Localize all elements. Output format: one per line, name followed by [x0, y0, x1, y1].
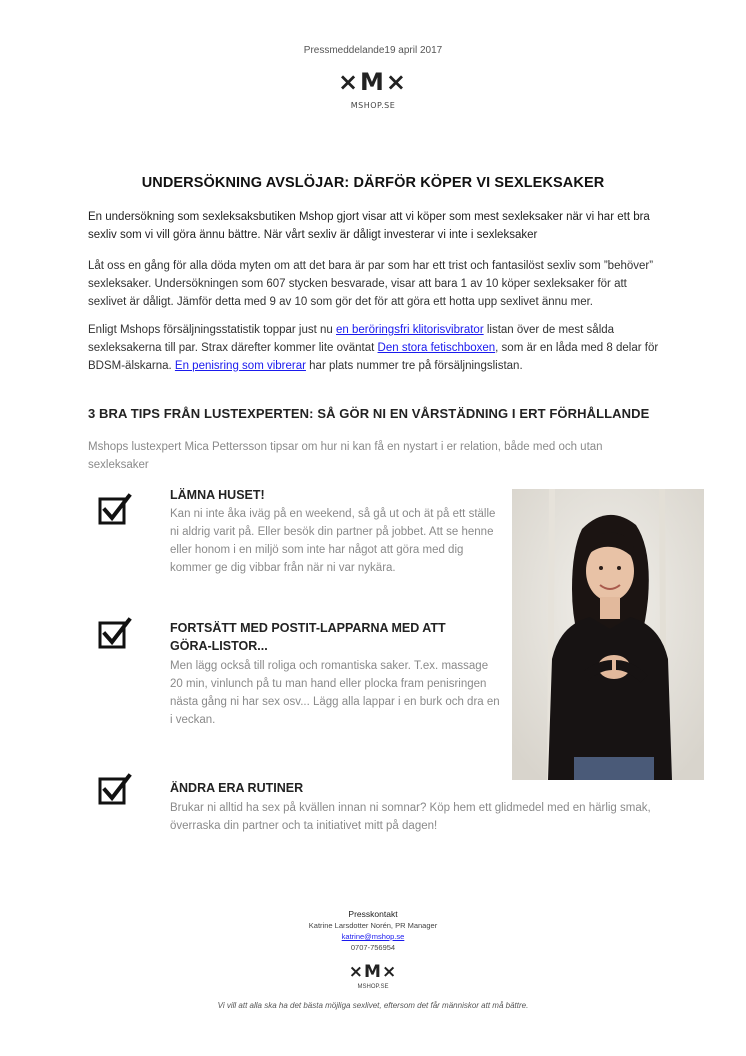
tip-2-text: Men lägg också till roliga och romantiska saker. T.ex. massage 20 min, vinlunch på tu man hand eller plocka fram penisringen nästa gång ni har sex osv... Lägg alla lappar i en burk och dra en i veckan. — [170, 660, 500, 726]
checkbox-checked-icon — [98, 617, 132, 651]
mshop-logo: ×M× — [337, 68, 409, 96]
tip-1-title: LÄMNA HUSET! — [170, 488, 265, 502]
link-vibrating-penis-ring[interactable]: En penisring som vibrerar — [174, 360, 306, 372]
footer-logo: ×M× — [348, 962, 398, 982]
tip-3-title: ÄNDRA ERA RUTINER — [170, 781, 304, 795]
link-fetish-box[interactable]: Den stora fetischboxen — [377, 342, 496, 354]
paragraph-text: har plats nummer tre på försäljningslistan. — [305, 360, 523, 372]
press-contact-email-link[interactable]: katrine@mshop.se — [341, 932, 405, 941]
press-contact-label: Presskontakt — [348, 909, 398, 919]
paragraph-text: , som är en låda med 8 delar för BDSM-älskarna. — [88, 342, 659, 372]
link-clitoris-vibrator[interactable]: en beröringsfri klitorisvibrator — [336, 324, 484, 336]
checkbox-checked-icon — [98, 773, 132, 807]
paragraph-text: listan över de mest sålda sexleksakerna till par. Strax därefter kommer lite oväntat — [88, 324, 615, 354]
tip-2-title: FORTSÄTT MED POSTIT-LAPPARNA MED ATT GÖRA-LISTOR... — [170, 621, 446, 653]
tip-3-text: Brukar ni alltid ha sex på kvällen innan ni somnar? Köp hem ett glidmedel med en härlig smak, överraska din partner och ta initiativet mitt på dagen! — [170, 802, 651, 832]
lead-paragraph: En undersökning som sexleksaksbutiken Mshop gjort visar att vi köper som mest sexleksaker när vi har ett bra sexliv som vi vill göra ännu bättre. När vårt sexliv är dåligt investerar vi inte i sexleksaker — [88, 211, 650, 241]
document-title: UNDERSÖKNING AVSLÖJAR: DÄRFÖR KÖPER VI SEXLEKSAKER — [141, 175, 605, 191]
press-date: 19 april 2017 — [384, 45, 443, 56]
press-contact-phone: 0707-756954 — [350, 943, 396, 952]
lust-expert-photo — [512, 489, 704, 780]
mshop-logo-text: MSHOP.SE — [350, 101, 396, 110]
press-label: Pressmeddelande — [303, 45, 385, 56]
paragraph-sales-stats — [88, 321, 668, 375]
press-header — [0, 45, 746, 56]
tips-heading: 3 BRA TIPS FRÅN LUSTEXPERTEN: SÅ GÖR NI EN VÅRSTÄDNING I ERT FÖRHÅLLANDE — [88, 406, 650, 421]
checkbox-checked-icon — [98, 493, 132, 527]
paragraph-text: Enligt Mshops försäljningsstatistik toppar just nu — [88, 324, 337, 336]
tips-intro: Mshops lustexpert Mica Pettersson tipsar om hur ni kan få en nystart i er relation, både med och utan sexleksaker — [88, 441, 603, 471]
footer-logo-text: MSHOP.SE — [357, 984, 389, 990]
tip-1-text: Kan ni inte åka iväg på en weekend, så gå ut och ät på ett ställe ni aldrig varit på. Eller besök din partner på jobbet. Att se henne eller honom i en miljö som inte har något att göra med dig kommer ge dig vibbar från när ni var nykära. — [170, 508, 496, 574]
woman-portrait-image — [512, 489, 704, 780]
footer-tagline: Vi vill att alla ska ha det bästa möjliga sexlivet, eftersom det får människor att må bättre. — [217, 1001, 529, 1010]
paragraph-survey: Låt oss en gång för alla döda myten om att det bara är par som har ett trist och fantasilöst sexliv som ”behöver” sexleksaker. Undersökningen som 607 stycken besvarade, visar att bara 1 av 10 köper sexleksaker för att sexlivet är dåligt. Jämför detta med 9 av 10 som gör det för att göra ett hotta upp sexlivet ännu mer. — [88, 260, 654, 308]
press-contact-name: Katrine Larsdotter Norén, PR Manager — [308, 921, 438, 930]
